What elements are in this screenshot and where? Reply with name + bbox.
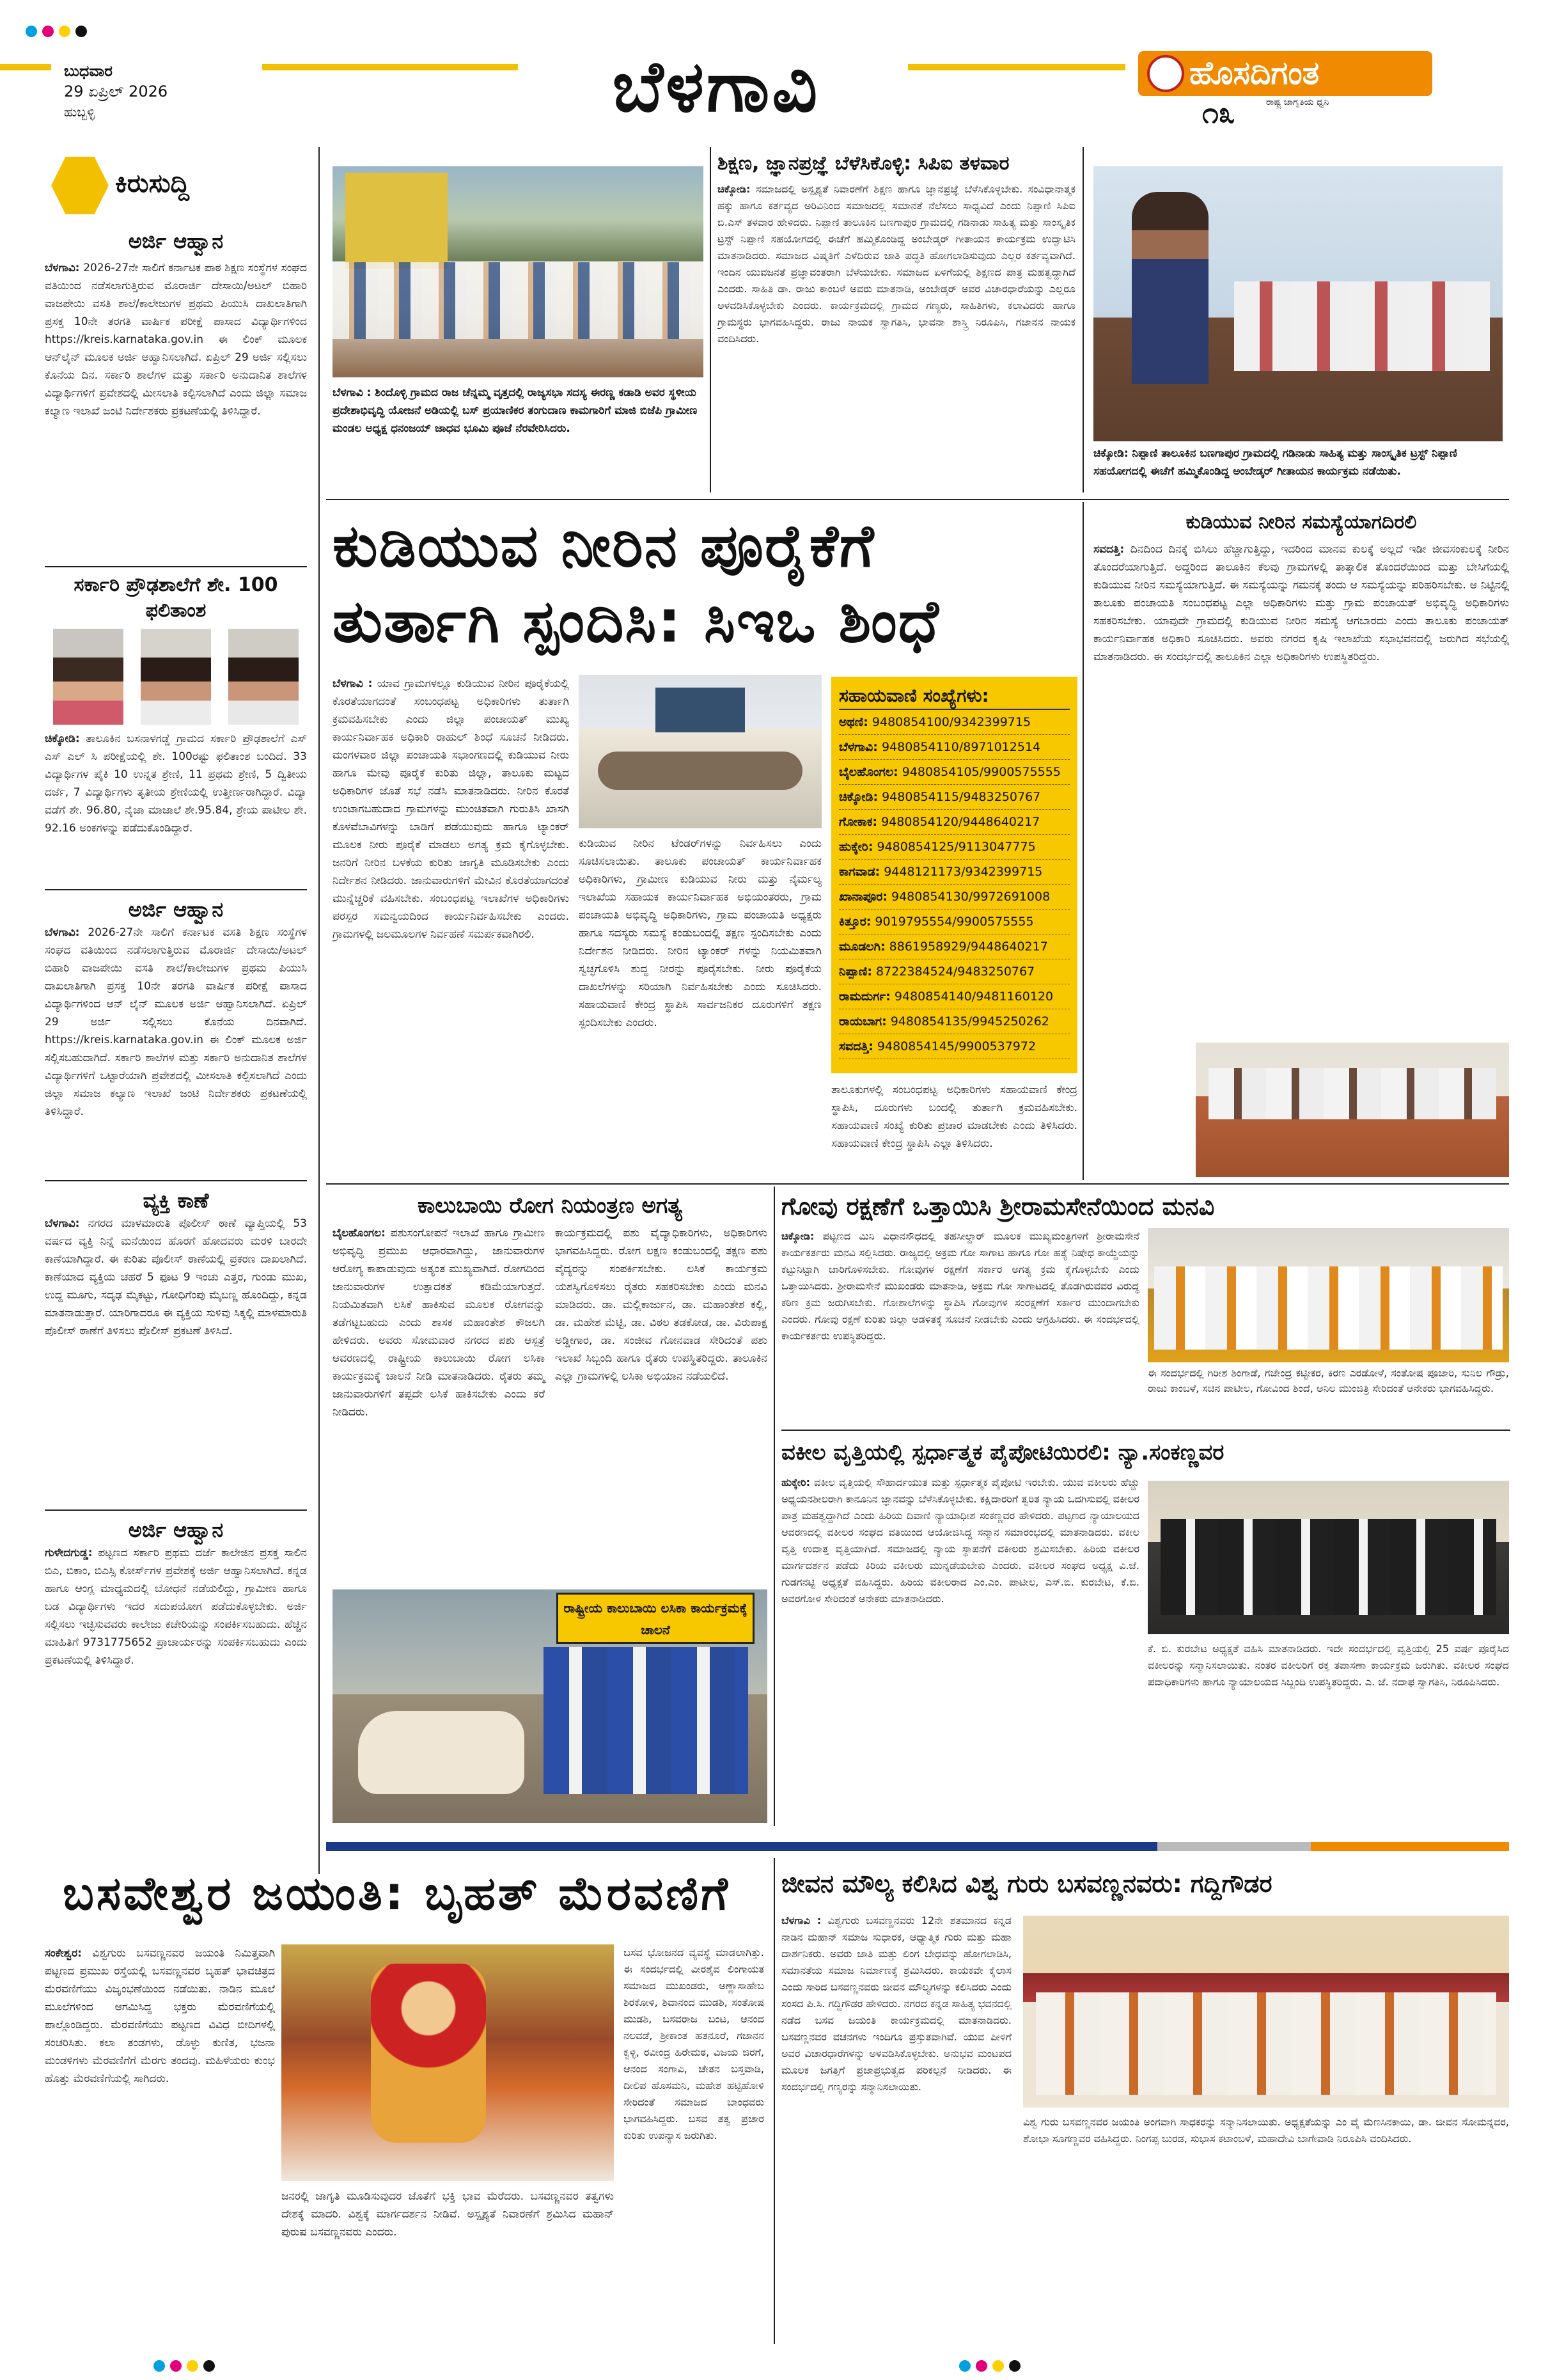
lawyers-group [1161, 1519, 1496, 1615]
band-gray [1157, 1842, 1311, 1851]
helpline-row [839, 959, 1070, 984]
brief-title: ಅರ್ಜಿ ಆಹ್ವಾನ [128, 229, 224, 253]
speaker [1132, 192, 1209, 384]
registration-mark [992, 2360, 1004, 2372]
helpline-number: 9480854130/9972691008 [891, 890, 1051, 904]
brand-circle-icon [1147, 55, 1184, 92]
story-body: ವಿಶ್ವಗುರು ಬಸವಣ್ಣನವರು 12ನೇ ಶತಮಾನದ ಕನ್ನಡ ನಾಡಿನ ಮಹಾನ್ ಸಮಾಜ ಸುಧಾರಕ, ಆಧ್ಯಾತ್ಮಿಕ ಗುರು ಮತ್ತು ಮಹಾ ದಾರ್ಶನಿಕರು. ಅವರು ಜಾತಿ ಮತ್ತು ಲಿಂಗ ಬೇಧವನ್ನು ಹೋಗಲಾಡಿಸಿ, ಸಮಾನತೆಯ ಸಮಾಜ ನಿರ್ಮಾಣಕ್ಕೆ ಶ್ರಮಿಸಿದರು. ಕಾಯಕವೇ ಕೈಲಾಸ ಎಂದು ಸಾರಿದ ಬಸವಣ್ಣನವರು ಜೀವನ ಮೌಲ್ಯಗಳನ್ನು ಕಲಿಸಿದರು ಎಂದು ಸಂಸದ ಪಿ.ಸಿ. ಗದ್ದಿಗೌಡರ ಹೇಳಿದರು. ನಗರದ ಕನ್ನಡ ಸಾಹಿತ್ಯ ಭವನದಲ್ಲಿ ನಡೆದ ಬಸವ ಜಯಂತಿ ಕಾರ್ಯಕ್ರಮದಲ್ಲಿ ಮಾತನಾಡಿದರು. ಬಸವಣ್ಣನವರ ವಚನಗಳು ಇಂದಿಗೂ ಪ್ರಸ್ತುತವಾಗಿವೆ. ಯುವ ಪೀಳಿಗೆ ಅವರ ವಿಚಾರಧಾರೆಗಳನ್ನು ಅಳವಡಿಸಿಕೊಳ್ಳಬೇಕು. ಅನುಭವ ಮಂಟಪದ ಮೂಲಕ ಜಗತ್ತಿಗೆ ಪ್ರಜಾಪ್ರಭುತ್ವದ ಪರಿಕಲ್ಪನೆ ನೀಡಿದರು. ಈ ಸಂದರ್ಭದಲ್ಲಿ ಗಣ್ಯರನ್ನು ಸನ್ಮಾನಿಸಲಾಯಿತು. [781, 1914, 1012, 2093]
dateline: ಬೆಳಗಾವಿ: [45, 1217, 80, 1230]
brief-arji-3 [45, 1516, 307, 1848]
main-story-col-2 [579, 835, 822, 1174]
vaccination-banner [556, 1593, 755, 1644]
helpline-row [839, 1034, 1070, 1059]
building [345, 173, 448, 269]
photo-caption: ಕೆ. ಬಿ. ಕುರಬೇಟ ಅಧ್ಯಕ್ಷತೆ ವಹಿಸಿ ಮಾತನಾಡಿದರು. ಇದೇ ಸಂದರ್ಭದಲ್ಲಿ ವೃತ್ತಿಯಲ್ಲಿ 25 ವರ್ಷ ಪೂರೈಸಿದ ವಕೀಲರನ್ನು ಸನ್ಮಾನಿಸಲಾಯಿತು. ನಂತರ ವಕೀಲರಿಗೆ ರಕ್ತ ತಪಾಸಣಾ ಕಾರ್ಯಕ್ರಮ ಜರುಗಿತು. ವಕೀಲರ ಸಂಘದ ಪದಾಧಿಕಾರಿಗಳು ಹಾಗೂ ನ್ಯಾಯಾಲಯದ ಸಿಬ್ಬಂದಿ ಉಪಸ್ಥಿತರಿದ್ದರು. ಎ. ಜೆ. ನದಾಫ ಸ್ವಾಗತಿಸಿ, ನಿರೂಪಿಸಿದರು. [1148, 1643, 1509, 1688]
caption-lawyers [1148, 1641, 1509, 1823]
guests-row [1234, 281, 1490, 371]
helpline-row [839, 735, 1070, 760]
photo-basava-jayanti [1023, 1916, 1509, 2108]
caption-geetayana [1093, 445, 1503, 496]
brief-title: ವ್ಯಕ್ತಿ ಕಾಣೆ [143, 1188, 209, 1213]
header-yellow-bar-mid [262, 64, 518, 70]
workers [544, 1647, 748, 1794]
dateline: ಚಿಕ್ಕೋಡಿ: [45, 732, 80, 745]
registration-mark [203, 2360, 215, 2372]
photo-caption: ಚಿಕ್ಕೋಡಿ: ನಿಪ್ಪಾಣಿ ತಾಲೂಕಿನ ಬಣಗಾಪುರ ಗ್ರಾಮದಲ್ಲಿ ಗಡಿನಾಡು ಸಾಹಿತ್ಯ ಮತ್ತು ಸಾಂಸ್ಕೃತಿಕ ಟ್ರಸ್ಟ್ ನಿಪ್ಪಾಣಿ ಸಹಯೋಗದಲ್ಲಿ ಈಚೆಗೆ ಹಮ್ಮಿಕೊಂಡಿದ್ದ ಅಂಬೇಡ್ಕರ್ ಗೀತಾಯನ ಕಾರ್ಯಕ್ರಮ ನಡೆಯಿತು. [1093, 447, 1457, 478]
story-body: ಕುಡಿಯುವ ನೀರಿನ ಟೆಂಡರ್‌ಗಳನ್ನು ನಿರ್ವಹಿಸಲು ಎಂದು ಸೂಚಿಸಲಾಯಿತು. ತಾಲೂಕು ಪಂಚಾಯತ್ ಕಾರ್ಯನಿರ್ವಾಹಕ ಅಧಿಕಾರಿಗಳು, ಗ್ರಾಮೀಣ ಕುಡಿಯುವ ನೀರು ಮತ್ತು ನೈರ್ಮಲ್ಯ ಇಲಾಖೆಯ ಸಹಾಯಕ ಕಾರ್ಯನಿರ್ವಾಹಕ ಅಭಿಯಂತರರು, ಗ್ರಾಮ ಪಂಚಾಯತಿ ಅಭಿವೃದ್ಧಿ ಅಧಿಕಾರಿಗಳು, ಗ್ರಾಮ ಪಂಚಾಯತಿ ಅಧ್ಯಕ್ಷರು ಹಾಗೂ ಸದಸ್ಯರು ಸಮಸ್ಯೆ ಕಂಡುಬಂದಲ್ಲಿ ತಕ್ಷಣ ಸ್ಪಂದಿಸಬೇಕು ಎಂದು ನಿರ್ದೇಶನ ನೀಡಿದರು. ನೀರಿನ ಟ್ಯಾಂಕರ್ ಗಳನ್ನು ನಿಯಮಿತವಾಗಿ ಸ್ವಚ್ಛಗೊಳಿಸಿ ಶುದ್ಧ ನೀರನ್ನು ಪೂರೈಸಬೇಕು. ನೀರು ಪೂರೈಕೆಯ ದಾಖಲೆಗಳನ್ನು ಸರಿಯಾಗಿ ನಿರ್ವಹಿಸಬೇಕು ಎಂದು ಸೂಚಿಸಿದರು. ಸಹಾಯವಾಣಿ ಕೇಂದ್ರ ಸ್ಥಾಪಿಸಿ ಸಾರ್ವಜನಿಕರ ದೂರುಗಳಿಗೆ ತಕ್ಷಣ ಸ್ಪಂದಿಸಬೇಕು ಎಂದರು. [579, 837, 822, 1029]
helpline-place: ಕಿತ್ತೂರ: [839, 915, 872, 929]
helpline-row [839, 910, 1070, 934]
divider [45, 1509, 307, 1511]
group [1154, 1266, 1503, 1350]
kirusuddi-label: ಕಿರುಸುದ್ದಿ [115, 169, 190, 198]
story-body: ಪಶುಸಂಗೋಪನೆ ಇಲಾಖೆ ಹಾಗೂ ಗ್ರಾಮೀಣ ಅಭಿವೃದ್ಧಿ ಪ್ರಮುಖ ಆಧಾರವಾಗಿದ್ದು, ಜಾನುವಾರುಗಳ ಆರೋಗ್ಯ ಕಾಪಾಡುವುದು ಅತ್ಯಂತ ಮುಖ್ಯವಾಗಿದೆ. ರೋಗದಿಂದ ಜಾನುವಾರುಗಳ ಉತ್ಪಾದಕತೆ ಕಡಿಮೆಯಾಗುತ್ತದೆ. ನಿಯಮಿತವಾಗಿ ಲಸಿಕೆ ಹಾಕಿಸುವ ಮೂಲಕ ರೋಗವನ್ನು ತಡೆಗಟ್ಟಬಹುದು ಎಂದು ಶಾಸಕ ಮಹಾಂತೇಶ ಕೌಜಲಗಿ ಹೇಳಿದರು. ಅವರು ಸೋಮವಾರ ನಗರದ ಪಶು ಆಸ್ಪತ್ರೆ ಆವರಣದಲ್ಲಿ ರಾಷ್ಟ್ರೀಯ ಕಾಲುಬಾಯಿ ರೋಗ ಲಸಿಕಾ ಕಾರ್ಯಕ್ರಮಕ್ಕೆ ಚಾಲನೆ ನೀಡಿ ಮಾತನಾಡಿದರು. ರೈತರು ತಮ್ಮ ಜಾನುವಾರುಗಳಿಗೆ ತಪ್ಪದೇ ಲಸಿಕೆ ಹಾಕಿಸಬೇಕು ಎಂದು ಕರೆ ನೀಡಿದರು. [332, 1227, 545, 1419]
headline-line-1: ಕುಡಿಯುವ ನೀರಿನ ಪೂರೈಕೆಗೆ [332, 512, 875, 580]
registration-mark [1009, 2360, 1021, 2372]
brief-title: ಸರ್ಕಾರಿ ಪ್ರೌಢಶಾಲೆಗೆ ಶೇ. 100 ಫಲಿತಾಂಶ [74, 574, 278, 622]
header-yellow-bar-right [908, 64, 1125, 70]
dateline: ಚಿಕ್ಕೋಡಿ: [717, 183, 751, 195]
dateline: ಚಿಕ್ಕೋಡಿ: [781, 1230, 815, 1242]
column-rule [1083, 147, 1084, 493]
story-vakila-body [781, 1474, 1139, 1823]
story-body: ತಾಲೂಕುಗಳಲ್ಲಿ ಸಂಬಂಧಪಟ್ಟ ಅಧಿಕಾರಿಗಳು ಸಹಾಯವಾಣಿ ಕೇಂದ್ರ ಸ್ಥಾಪಿಸಿ, ದೂರುಗಳು ಬಂದಲ್ಲಿ ತುರ್ತಾಗಿ ಕ್ರಮವಹಿಸಬೇಕು. ಸಹಾಯವಾಣಿ ಸಂಖ್ಯೆ ಕುರಿತು ಪ್ರಚಾರ ಮಾಡಬೇಕು ಎಂದು ತಿಳಿಸಿದರು. ಸಹಾಯವಾಣಿ ಕೇಂದ್ರ ಸ್ಥಾಪಿಸಿ ಎಲ್ಲಾ ತಿಳಿಸಿದರು. [831, 1084, 1077, 1150]
dateline: ಬೆಳಗಾವಿ: [45, 262, 80, 274]
divider [781, 1430, 1510, 1431]
student-photo [53, 629, 123, 725]
headline-line-2: ತುರ್ತಾಗಿ ಸ್ಪಂದಿಸಿ: ಸಿಇಒ ಶಿಂಧೆ [332, 587, 940, 656]
helpline-number: 8861958929/9448640217 [889, 940, 1048, 954]
dateline: ಸವದತ್ತಿ: [1093, 543, 1125, 556]
helpline-place: ಚಿಕ್ಕೋಡಿ: [839, 790, 879, 804]
screen [655, 688, 745, 732]
brief-missing [45, 1186, 307, 1506]
story-headline: ಗೋವು ರಕ್ಷಣೆಗೆ ಒತ್ತಾಯಿಸಿ ಶ್ರೀರಾಮಸೇನೆಯಿಂದ ಮನವಿ [781, 1192, 1215, 1220]
helpline-row [839, 760, 1070, 785]
helpline-place: ಅಥಣಿ: [839, 715, 868, 729]
helpline-number: 9480854125/9113047775 [877, 840, 1036, 854]
section-band [326, 1842, 1509, 1851]
header-day: ಬುಧವಾರ [64, 62, 113, 80]
brief-body: 2026-27ನೇ ಸಾಲಿಗೆ ಕರ್ನಾಟಕ ಪಾಠ ಶಿಕ್ಷಣ ಸಂಸ್ಥೆಗಳ ಸಂಘದ ವತಿಯಿಂದ ನಡೆಸಲಾಗುತ್ತಿರುವ ಮೊರಾರ್ಜಿ ದೇಸಾಯಿ/ಅಟಲ್ ಬಿಹಾರಿ ವಾಜಪೇಯಿ ವಸತಿ ಶಾಲೆ/ಕಾಲೇಜುಗಳ ಪ್ರಥಮ ಪಿಯುಸಿ ದಾಖಲಾತಿಗಾಗಿ ಪ್ರಸಕ್ತ 10ನೇ ತರಗತಿ ವಾರ್ಷಿಕ ಪರೀಕ್ಷೆ ಪಾಸಾದ ವಿದ್ಯಾರ್ಥಿಗಳಿಂದ https://kreis.karnataka.gov.in ಈ ಲಿಂಕ್ ಮೂಲಕ ಆನ್‌ಲೈನ್ ಮೂಲಕ ಅರ್ಜಿ ಆಹ್ವಾನಿಸಲಾಗಿದೆ. ಏಪ್ರಿಲ್ 29 ಅರ್ಜಿ ಸಲ್ಲಿಸಲು ಕೊನೆಯ ದಿನ. ಸರ್ಕಾರಿ ಶಾಲೆಗಳ ಮತ್ತು ಸರ್ಕಾರಿ ಅನುದಾನಿತ ಶಾಲೆಗಳ ವಿದ್ಯಾರ್ಥಿಗಳಿಗೆ ಪ್ರವೇಶದಲ್ಲಿ ಮೀಸಲಾತಿ ಕಲ್ಪಿಸಲಾಗಿದೆ ಎಂದು ಜಿಲ್ಲಾ ಸಮಾಜ ಕಲ್ಯಾಣ ಇಲಾಖೆ ಜಂಟಿ ನಿರ್ದೇಶಕರು ಪ್ರಕಟಣೆಯಲ್ಲಿ ತಿಳಿಸಿದ್ದಾರೆ. [45, 262, 307, 418]
registration-mark [959, 2360, 971, 2372]
helpline-number: 9480854105/9900575555 [902, 765, 1061, 779]
dateline: ಗುಳೇದಗುಡ್ಡ: [45, 1547, 93, 1559]
column-rule [1083, 502, 1084, 1180]
helpline-number: 9480854135/9945250262 [890, 1014, 1049, 1028]
column-rule [774, 1186, 775, 1826]
photo-geetayana [1093, 166, 1503, 441]
dateline: ಬೆಳಗಾವಿ : [781, 1914, 822, 1927]
header-yellow-bar-left [0, 64, 51, 70]
helpline-row [839, 934, 1070, 959]
story-govu-body [781, 1228, 1139, 1426]
dateline: ಬೈಲಹೊಂಗಲ: [332, 1227, 386, 1240]
column-rule [318, 147, 320, 1874]
helpline-number: 9480854115/9483250767 [882, 790, 1041, 804]
story-body: ದಿನದಿಂದ ದಿನಕ್ಕೆ ಬಿಸಿಲು ಹೆಚ್ಚಾಗುತ್ತಿದ್ದು, ಇದರಿಂದ ಮಾನವ ಕುಲಕ್ಕೆ ಅಲ್ಲದೆ ಇಡೀ ಜೀವಸಂಕುಲಕ್ಕೆ ನೀರಿನ ತೊಂದರೆಯಾಗುತ್ತಿದೆ. ಅದ್ದರಿಂದ ತಾಲೂಕಿನ ಕೆಲವು ಗ್ರಾಮಗಳಲ್ಲಿ ತಾತ್ಕಾಲಿಕ ತೊಂದರೆಯಿಂದ ಮತ್ತು ಬೇಸಿಗೆಯಲ್ಲಿ ಕುಡಿಯುವ ನೀರಿನ ಸಮಸ್ಯೆಯಾಗುತ್ತಿದೆ. ಈ ಸಮಸ್ಯೆಯನ್ನು ಗಮನಕ್ಕೆ ತಂದು ಆ ಸಮಸ್ಯೆಯನ್ನು ಪರಿಹರಿಸಬೇಕು. ಆ ನಿಟ್ಟಿನಲ್ಲಿ ತಾಲೂಕು ಪಂಚಾಯತಿ ಸಂಬಂಧಪಟ್ಟ ಎಲ್ಲಾ ಅಧಿಕಾರಿಗಳು ಮತ್ತು ಗ್ರಾಮ ಪಂಚಾಯತ್ ಅಭಿವೃದ್ಧಿ ಅಧಿಕಾರಿಗಳು ಸಹಕರಿಸಬೇಕು. ಯಾವುದೇ ಗ್ರಾಮದಲ್ಲಿ ಕುಡಿಯುವ ನೀರಿನ ಸಮಸ್ಯೆ ಆಗಬಾರದು ಎಂದು ತಾಲೂಕು ಪಂಚಾಯತ್ ಕಾರ್ಯನಿರ್ವಾಹಕ ಅಧಿಕಾರಿ ಸೂಚಿಸಿದರು. ಅವರು ನಗರದ ಕೃಷಿ ಇಲಾಖೆಯ ಸಭಾಭವನದಲ್ಲಿ ಜರುಗಿದ ಸಭೆಯಲ್ಲಿ ಮಾತನಾಡಿದರು. ಈ ಸಂದರ್ಭದಲ್ಲಿ ತಾಲೂಕಿನ ಎಲ್ಲಾ ಅಧಿಕಾರಿಗಳು ಉಪಸ್ಥಿತರಿದ್ದರು. [1093, 543, 1509, 663]
story-headline: ವಕೀಲ ವೃತ್ತಿಯಲ್ಲಿ ಸ್ಪರ್ಧಾತ್ಮಕ ಪೈಪೋಟಿಯಿರಲಿ: ನ್ಯಾ.ಸಂಕಣ್ಣವರ [781, 1440, 1224, 1465]
dateline: ಹುಕ್ಕೇರಿ: [781, 1476, 810, 1488]
helpline-list [839, 710, 1070, 1059]
student-photo [141, 629, 211, 725]
divider [45, 889, 307, 890]
helpline-number: 9480854140/9481160120 [894, 989, 1054, 1004]
brand-name: ಹೊಸದಿಗಂತ [1189, 54, 1320, 91]
brief-result [45, 572, 307, 883]
honorees [1036, 1992, 1496, 2095]
story-shikshana [717, 150, 1076, 496]
helpline-place: ರಾಯಬಾಗ: [839, 1014, 887, 1028]
divider [45, 566, 307, 567]
helpline-row [839, 1009, 1070, 1034]
photo-basava-procession [281, 1944, 614, 2181]
meeting-table [598, 752, 802, 790]
helpline-number: 9448121173/9342399715 [884, 865, 1043, 879]
photo-bhoomi-pooja [332, 166, 703, 377]
helpline-number: 8722384524/9483250767 [876, 965, 1035, 979]
story-headline: ಶಿಕ್ಷಣ, ಜ್ಞಾನಪ್ರಜ್ಞೆ ಬೆಳೆಸಿಕೊಳ್ಳಿ: ಸಿಪಿಐ ತಳವಾರ [717, 152, 1010, 175]
header-date: 29 ಏಪ್ರಿಲ್ 2026 [64, 83, 168, 100]
photo-caption: ಈ ಸಂದರ್ಭದಲ್ಲಿ ಗಿರೀಶ ಶಿಂಗಾಡೆ, ಗಜೇಂದ್ರ ಕಟ್ಟೀಕರ, ಕಿರಣ ಎರಡೋಳೆ, ಸಂತೋಷ ಪೂಜಾರಿ, ಸುನಿಲ ಗೌಡ್ರು, ರಾಜು ಕಾಂಬಳೆ, ಸಚಿನ ಪಾಟೀಲ, ಗೋವಿಂದ ಶಿಂದೆ, ಅನಿಲ ಮುಂಜಿತ್ರಿ ಸೇರಿದಂತೆ ಅನೇಕರು ಭಾಗವಹಿಸಿದ್ದರು. [1148, 1367, 1509, 1394]
kirusuddi-logo [45, 150, 301, 221]
story-jeevana-headline [781, 1864, 1510, 1909]
helpline-row [839, 810, 1070, 835]
band-blue [326, 1842, 1157, 1851]
helpline-title: ಸಹಾಯವಾಣಿ ಸಂಖ್ಯೆಗಳು: [839, 683, 1070, 710]
helpline-number: 9019795554/9900575555 [875, 915, 1034, 929]
helpline-row [839, 984, 1070, 1009]
helpline-number: 9480854120/9448640217 [881, 815, 1040, 829]
helpline-place: ಸವದತ್ತಿ: [839, 1039, 873, 1053]
story-headline: ಜೀವನ ಮೌಲ್ಯ ಕಲಿಸಿದ ವಿಶ್ವ ಗುರು ಬಸವಣ್ಣನವರು: ಗದ್ದಿಗೌಡರ [781, 1870, 1272, 1898]
main-story-col-3 [831, 1081, 1077, 1174]
photo-meeting [579, 675, 822, 828]
story-body: ಸಮಾಜದಲ್ಲಿ ಅಸ್ಪೃಶ್ಯತೆ ನಿವಾರಣೆಗೆ ಶಿಕ್ಷಣ ಹಾಗೂ ಜ್ಞಾನಪ್ರಜ್ಞೆ ಬೆಳೆಸಿಕೊಳ್ಳಬೇಕು. ಸಂವಿಧಾನಾತ್ಮಕ ಹಕ್ಕು ಹಾಗೂ ಕರ್ತವ್ಯದ ಅರಿವಿನಿಂದ ಸಮಾಜದಲ್ಲಿ ಸಮಾನತೆ ನೆಲೆಸಲು ಸಾಧ್ಯವಿದೆ ಎಂದು ನಿಪ್ಪಾಣಿ ಸಿಪಿಐ ಬಿ.ಎಸ್ ತಳವಾರ ಹೇಳಿದರು. ನಿಪ್ಪಾಣಿ ತಾಲೂಕಿನ ಬಣಗಾಪುರ ಗ್ರಾಮದಲ್ಲಿ ಗಡಿನಾಡು ಸಾಹಿತ್ಯ ಮತ್ತು ಸಾಂಸ್ಕೃತಿಕ ಟ್ರಸ್ಟ್ ನಿಪ್ಪಾಣಿ ಸಹಯೋಗದಲ್ಲಿ ಈಚೆಗೆ ಹಮ್ಮಿಕೊಂಡಿದ್ದ ಅಂಬೇಡ್ಕರ್ ಗೀತಾಯನ ಕಾರ್ಯಕ್ರಮ ಉದ್ಘಾಟಿಸಿ ಮಾತನಾಡಿದರು. ಸಮಾಜದ ವಿಷ್ಮತಿಗೆ ಎಳೆದಿರುವ ಜಾತಿ ಪದ್ಧತಿ ಹೋಗಲಾಡಿಸುವುದು ಎಲ್ಲರ ಕರ್ತವ್ಯವಾಗಿದೆ. ಇಂದಿನ ಯುವಜನತೆ ಪ್ರಜ್ಞಾವಂತರಾಗಿ ಬೆಳೆಯಬೇಕು. ಸಮಾಜದ ಏಳಿಗೆಯಲ್ಲಿ ಶಿಕ್ಷಣದ ಪಾತ್ರ ಮಹತ್ವದ್ದಾಗಿದೆ ಎಂದರು. ಸಾಹಿತಿ ಡಾ. ರಾಜು ಕಾಂಬಳೆ ಅವರು ಮಾತನಾಡಿ, ಅಂಬೇಡ್ಕರ್ ಅವರ ವಿಚಾರಧಾರೆಯನ್ನು ಎಲ್ಲರೂ ಅಳವಡಿಸಿಕೊಳ್ಳಬೇಕು ಎಂದರು. ಕಾರ್ಯಕ್ರಮದಲ್ಲಿ ಗ್ರಾಮದ ಗಣ್ಯರು, ಸಾಹಿತಿಗಳು, ಕಲಾವಿದರು ಹಾಗೂ ಗ್ರಾಮಸ್ಥರು ಭಾಗವಹಿಸಿದ್ದರು. ರಾಜು ನಾಯಕ ಸ್ವಾಗತಿಸಿ, ಭಾವನಾ ಶಾಸ್ತ್ರಿ ನಿರೂಪಿಸಿ, ಗಜಾನನ ನಾಯಕ ವಂದಿಸಿದರು. [717, 183, 1076, 345]
helpline-place: ಬೆಳಗಾವಿ: [839, 740, 878, 754]
photo-caption: ವಿಶ್ವ ಗುರು ಬಸವಣ್ಣನವರ ಜಯಂತಿ ಅಂಗವಾಗಿ ಸಾಧಕರನ್ನು ಸನ್ಮಾನಿಸಲಾಯಿತು. ಅಧ್ಯಕ್ಷತೆಯನ್ನು ಎಂ ವೈ ಮೆಣಸಿನಕಾಯಿ, ಡಾ. ಜೀವನ ಸೋಮನ್ನವರ, ಶೋಭಾ ಸೂಗಣ್ಣವರ ವಹಿಸಿದ್ದರು. ನಿಂಗಪ್ಪ ಬುರಡ, ಸುಭಾಸ ಕಟಾಂಬಳೆ, ಮಹಾದೇವಿ ಬಾಗೇವಾಡಿ ನಿರೂಪಿಸಿ ವಂದಿಸಿದರು. [1023, 2116, 1509, 2145]
officials [1209, 1068, 1496, 1119]
story-body: ಪಟ್ಟಣದ ಮಿನಿ ವಿಧಾನಸೌಧದಲ್ಲಿ ತಹಸೀಲ್ದಾರ್ ಮೂಲಕ ಮುಖ್ಯಮಂತ್ರಿಗಳಿಗೆ ಶ್ರೀರಾಮಸೇನೆ ಕಾರ್ಯಕರ್ತರು ಮನವಿ ಸಲ್ಲಿಸಿದರು. ರಾಜ್ಯದಲ್ಲಿ ಅಕ್ರಮ ಗೋ ಸಾಗಾಟ ಹಾಗೂ ಗೋ ಹತ್ಯೆ ನಿಷೇಧ ಕಾಯ್ದೆಯನ್ನು ಕಟ್ಟುನಿಟ್ಟಾಗಿ ಜಾರಿಗೊಳಿಸಬೇಕು. ಗೋವುಗಳ ರಕ್ಷಣೆಗೆ ಸರ್ಕಾರ ಅಗತ್ಯ ಕ್ರಮ ಕೈಗೊಳ್ಳಬೇಕು ಎಂದು ಒತ್ತಾಯಿಸಿದರು. ಶ್ರೀರಾಮಸೇನೆ ಮುಖಂಡರು ಮಾತನಾಡಿ, ಅಕ್ರಮ ಗೋ ಸಾಗಾಟದಲ್ಲಿ ತೊಡಗಿರುವವರ ವಿರುದ್ಧ ಕಠಿಣ ಕ್ರಮ ಜರುಗಿಸಬೇಕು. ಗೋಶಾಲೆಗಳನ್ನು ಸ್ಥಾಪಿಸಿ ಗೋವುಗಳ ಸಂರಕ್ಷಣೆಗೆ ಸರ್ಕಾರ ಮುಂದಾಗಬೇಕು ಎಂದರು. ಗೋವು ರಕ್ಷಣೆ ಕುರಿತು ಜಿಲ್ಲಾ ಆಡಳಿತಕ್ಕೆ ಸೂಚನೆ ನೀಡಬೇಕು ಎಂದು ಆಗ್ರಹಿಸಿದರು. ಈ ಸಂದರ್ಭದಲ್ಲಿ ಕಾರ್ಯಕರ್ತರು ಉಪಸ್ಥಿತರಿದ್ದರು. [781, 1230, 1139, 1342]
story-body: ಬಸವ ಭೋಜನದ ವ್ಯವಸ್ಥೆ ಮಾಡಲಾಗಿತ್ತು. ಈ ಸಂದರ್ಭದಲ್ಲಿ ವೀರಶೈವ ಲಿಂಗಾಯತ ಸಮಾಜದ ಮುಖಂಡರು, ಅಣ್ಣಾಸಾಹೇಬ ಶಿರಕೋಳಿ, ಶಿವಾನಂದ ಮುಡಶಿ, ಸಂತೋಷ ಮುಡಶಿ, ಬಸವರಾಜ ಬಂಟ, ಆನಂದ ನಲವಡೆ, ಶ್ರೀಕಾಂತ ಹತನೂರೆ, ಗಜಾನನ ಕ್ವಳ್ಳಿ, ರವೀಂದ್ರ ಹಿರೇಮಠ, ವಿಜಯ ಜಿರಗೆ, ಆನಂದ ಸಂಗಾವಿ, ಚೇತನ ಬಸ್ತವಾಡಿ, ದೀಲಿಪ ಹೊಸಮನಿ, ಮಹೇಶ ಹಟ್ಟಿಹೋಳಿ ಸೇರಿದಂತೆ ಸಮಾಜದ ಬಾಂಧವರು ಭಾಗವಹಿಸಿದ್ದರು. ಬಸವ ತತ್ವ ಪ್ರಚಾರ ಕುರಿತು ಉಪನ್ಯಾಸ ಜರುಗಿತು. [623, 1946, 764, 2141]
photo-lawyers [1148, 1481, 1509, 1634]
story-body: ವಕೀಲ ವೃತ್ತಿಯಲ್ಲಿ ಸೌಹಾರ್ದಯುತ ಮತ್ತು ಸ್ಪರ್ಧಾತ್ಮಕ ಪೈಪೋಟಿ ಇರಬೇಕು. ಯುವ ವಕೀಲರು ಹೆಚ್ಚು ಅಧ್ಯಯನಶೀಲರಾಗಿ ಕಾನೂನಿನ ಜ್ಞಾನವನ್ನು ಬೆಳೆಸಿಕೊಳ್ಳಬೇಕು. ಕಕ್ಷಿದಾರರಿಗೆ ತ್ವರಿತ ನ್ಯಾಯ ಒದಗಿಸುವಲ್ಲಿ ವಕೀಲರ ಪಾತ್ರ ಮಹತ್ವದ್ದಾಗಿದೆ ಎಂದು ಹಿರಿಯ ದಿವಾಣಿ ನ್ಯಾಯಾಧೀಶ ಸಂಕಣ್ಣವರ ಹೇಳಿದರು. ಪಟ್ಟಣದ ನ್ಯಾಯಾಲಯದ ಆವರಣದಲ್ಲಿ ವಕೀಲರ ಸಂಘದ ವತಿಯಿಂದ ಆಯೋಜಿಸಿದ್ದ ಸನ್ಮಾನ ಸಮಾರಂಭದಲ್ಲಿ ಮಾತನಾಡಿದರು. ವಕೀಲ ವೃತ್ತಿ ಉದಾತ್ತ ವೃತ್ತಿಯಾಗಿದೆ. ಸಮಾಜದಲ್ಲಿ ನ್ಯಾಯ ಸ್ಥಾಪನೆಗೆ ವಕೀಲರು ಶ್ರಮಿಸಬೇಕು. ಹಿರಿಯ ವಕೀಲರ ಮಾರ್ಗದರ್ಶನ ಪಡೆದು ಕಿರಿಯ ವಕೀಲರು ಮುನ್ನಡೆಯಬೇಕು ಎಂದರು. ವಕೀಲರ ಸಂಘದ ಅಧ್ಯಕ್ಷ ವಿ.ಜೆ. ಗುಡಗನಟ್ಟಿ ಅಧ್ಯಕ್ಷತೆ ವಹಿಸಿದ್ದರು. ಹಿರಿಯ ವಕೀಲರಾದ ಎಂ.ಎಂ. ಪಾಟೀಲ, ಎಸ್.ಬಿ. ಕುರಬೇಟ, ಕೆ.ಬಿ. ಅವರಗೋಳ ಸೇರಿದಂತೆ ಅನೇಕರು ಮಾತನಾಡಿದರು. [781, 1476, 1139, 1605]
student-photos [45, 629, 307, 725]
statue [371, 1964, 486, 2143]
registration-mark [976, 2360, 987, 2372]
brief-title: ಅರ್ಜಿ ಆಹ್ವಾನ [128, 897, 224, 922]
cow [358, 1711, 524, 1794]
story-vakila [781, 1436, 1510, 1474]
brief-body: ನಗರದ ಮಾಳಮಾರುತಿ ಪೊಲೀಸ್ ಠಾಣೆ ವ್ಯಾಪ್ತಿಯಲ್ಲಿ 53 ವರ್ಷದ ವ್ಯಕ್ತಿ ನಿನ್ನೆ ಮನೆಯಿಂದ ಹೊರಗೆ ಹೋದವರು ಮರಳಿ ಬಾರದೇ ಕಾಣೆಯಾಗಿದ್ದಾರೆ. ಈ ಕುರಿತು ಪೊಲೀಸ್ ಠಾಣೆಯಲ್ಲಿ ಪ್ರಕರಣ ದಾಖಲಾಗಿದೆ. ಕಾಣೆಯಾದ ವ್ಯಕ್ತಿಯ ಚಹರೆ 5 ಫೂಟ 9 ಇಂಚು ಎತ್ತರ, ಗುಂಡು ಮುಖ, ಉದ್ದ ಮೂಗು, ಸದೃಢ ಮೈಕಟ್ಟು, ಗೋಧಿಗೆಂಪು ಮೈಬಣ್ಣ ಹೊಂದಿದ್ದು, ಕನ್ನಡ ಮಾತನಾಡುತ್ತಾರೆ. ಯಾರಿಗಾದರೂ ಈ ವ್ಯಕ್ತಿಯ ಸುಳಿವು ಸಿಕ್ಕಲ್ಲಿ ಮಾಳಮಾರುತಿ ಪೊಲೀಸ್ ಠಾಣೆಗೆ ತಿಳಿಸಲು ಪೊಲೀಸ್ ಪ್ರಕಟಣೆ ತಿಳಿಸಿದೆ. [45, 1217, 307, 1337]
registration-mark [170, 2360, 182, 2372]
story-headline: ಕುಡಿಯುವ ನೀರಿನ ಸಮಸ್ಯೆಯಾಗದಿರಲಿ [1185, 511, 1417, 533]
registration-mark [59, 26, 70, 37]
main-headline [332, 508, 1081, 668]
helpline-place: ಕಾಗವಾಡ: [839, 865, 880, 879]
helpline-row [839, 710, 1070, 735]
helpline-place: ಹುಕ್ಕೇರಿ: [839, 840, 873, 854]
photo-sriramasene [1148, 1228, 1509, 1362]
helpline-row [839, 885, 1070, 910]
dateline: ಬೆಳಗಾವಿ : [332, 677, 373, 690]
helpline-row [839, 835, 1070, 860]
photo-caption: ಬೆಳಗಾವಿ : ಶಿಂದೊಳ್ಳಿ ಗ್ರಾಮದ ರಾಜ ಚೆನ್ನಮ್ಮ ವೃತ್ತದಲ್ಲಿ ರಾಜ್ಯಸಭಾ ಸದಸ್ಯ ಈರಣ್ಣ ಕಡಾಡಿ ಅವರ ಸ್ಥಳೀಯ ಪ್ರದೇಶಾಭಿವೃದ್ಧಿ ಯೋಜನೆ ಅಡಿಯಲ್ಲಿ ಬಸ್ ಪ್ರಯಾಣಿಕರ ತಂಗುದಾಣ ಕಾಮಗಾರಿಗೆ ಮಾಜಿ ಬಿಜೆಪಿ ಗ್ರಾಮೀಣ ಮಂಡಲ ಅಧ್ಯಕ್ಷ ಧನಂಜಯ್ ಜಾಧವ ಭೂಮಿ ಪೂಜೆ ನೆರವೇರಿಸಿದರು. [332, 386, 698, 435]
brand-tagline: ರಾಷ್ಟ್ರ ಜಾಗೃತಿಯ ಧ್ವನಿ [1266, 97, 1329, 107]
caption-bhoomi-pooja [332, 384, 703, 493]
helpline-number: 9480854110/8971012514 [881, 740, 1041, 754]
section-title: ಬೆಳಗಾವಿ [612, 45, 820, 127]
registration-mark [187, 2360, 198, 2372]
registration-mark [153, 2360, 165, 2372]
caption-basava-jayanti [1023, 2114, 1509, 2341]
helpline-number: 9480854100/9342399715 [872, 715, 1031, 729]
helpline-place: ಖಾನಾಪೂರ: [839, 890, 888, 904]
registration-mark [26, 26, 37, 37]
helpline-box [831, 677, 1077, 1073]
story-headline: ಕಾಲುಬಾಯಿ ರೋಗ ನಿಯಂತ್ರಣ ಅಗತ್ಯ [417, 1193, 683, 1218]
helpline-place: ನಿಪ್ಪಾಣಿ: [839, 965, 872, 979]
hand-icon [51, 157, 109, 214]
caption-basava [281, 2187, 614, 2341]
header-date-block [64, 61, 256, 131]
crowd [332, 262, 703, 339]
helpline-place: ರಾಮದುರ್ಗ: [839, 989, 891, 1004]
story-headline: ಬಸವೇಶ್ವರ ಜಯಂತಿ: ಬೃಹತ್ ಮೆರವಣಿಗೆ [63, 1866, 730, 1920]
brief-arji-2 [45, 895, 307, 1177]
brief-body: ಪಟ್ಟಣದ ಸರ್ಕಾರಿ ಪ್ರಥಮ ದರ್ಜೆ ಕಾಲೇಜಿನ ಪ್ರಸಕ್ತ ಸಾಲಿನ ಬಿಎ, ಬಿಕಾಂ, ಬಿಎಸ್ಸಿ ಕೋರ್ಸ್‌ಗಳ ಪ್ರವೇಶಕ್ಕೆ ಅರ್ಜಿ ಆಹ್ವಾನಿಸಲಾಗಿದೆ. ಕನ್ನಡ ಹಾಗೂ ಆಂಗ್ಲ ಮಾಧ್ಯಮದಲ್ಲಿ ಬೋಧನೆ ನಡೆಯಲಿದ್ದು, ಗ್ರಾಮೀಣ ಹಾಗೂ ಬಡ ವಿದ್ಯಾರ್ಥಿಗಳು ಇದರ ಸದುಪಯೋಗ ಪಡೆದುಕೊಳ್ಳಬೇಕು. ಅರ್ಜಿ ಸಲ್ಲಿಸಲು ಇಚ್ಛಿಸುವವರು ಕಾಲೇಜು ಕಚೇರಿಯನ್ನು ಸಂಪರ್ಕಿಸಬಹುದು. ಹೆಚ್ಚಿನ ಮಾಹಿತಿಗೆ 9731775652 ಪ್ರಾಚಾರ್ಯರನ್ನು ಸಂಪರ್ಕಿಸಬಹುದು ಎಂದು ಪ್ರಕಟಣೆಯಲ್ಲಿ ತಿಳಿಸಿದ್ದಾರೆ. [45, 1547, 307, 1667]
divider [45, 1180, 307, 1181]
registration-mark [75, 26, 87, 37]
band-orange [1311, 1842, 1509, 1851]
brief-body: 2026-27ನೇ ಸಾಲಿಗೆ ಕರ್ನಾಟಕ ವಸತಿ ಶಿಕ್ಷಣ ಸಂಸ್ಥೆಗಳ ಸಂಘದ ವತಿಯಿಂದ ನಡೆಸಲಾಗುತ್ತಿರುವ ಮೊರಾರ್ಜಿ ದೇಸಾಯಿ/ಅಟಲ್ ಬಿಹಾರಿ ವಾಜಪೇಯಿ ವಸತಿ ಶಾಲೆ/ಕಾಲೇಜುಗಳ ಪ್ರಥಮ ಪಿಯುಸಿ ದಾಖಲಾತಿಗಾಗಿ ಪ್ರಸಕ್ತ 10ನೇ ತರಗತಿ ವಾರ್ಷಿಕ ಪರೀಕ್ಷೆ ಪಾಸಾದ ವಿದ್ಯಾರ್ಥಿಗಳಿಂದ ಆನ್ ಲೈನ್ ಮೂಲಕ ಅರ್ಜಿ ಆಹ್ವಾನಿಸಲಾಗಿದೆ. ಏಪ್ರಿಲ್ 29 ಅರ್ಜಿ ಸಲ್ಲಿಸಲು ಕೊನೆಯ ದಿನವಾಗಿದೆ. https://kreis.karnataka.gov.in ಈ ಲಿಂಕ್ ಮೂಲಕ ಅರ್ಜಿ ಸಲ್ಲಿಸಬಹುದಾಗಿದೆ. ಸರ್ಕಾರಿ ಶಾಲೆಗಳ ಮತ್ತು ಸರ್ಕಾರಿ ಅನುದಾನಿತ ಶಾಲೆಗಳ ವಿದ್ಯಾರ್ಥಿಗಳಿಗೆ ಒಟ್ಟಾರೆಯಾಗಿ ಪ್ರವೇಶದಲ್ಲಿ ಮೀಸಲಾತಿ ಕಲ್ಪಿಸಲಾಗಿದೆ ಎಂದು ಜಿಲ್ಲಾ ಸಮಾಜ ಕಲ್ಯಾಣ ಇಲಾಖೆ ಜಂಟಿ ನಿರ್ದೇಶಕರು ಪ್ರಕಟಣೆಯಲ್ಲಿ ತಿಳಿಸಿದ್ದಾರೆ. [45, 926, 307, 1118]
story-body: ಯಾವ ಗ್ರಾಮಗಳಲ್ಲೂ ಕುಡಿಯುವ ನೀರಿನ ಪೂರೈಕೆಯಲ್ಲಿ ಕೊರತೆಯಾಗದಂತೆ ಸಂಬಂಧಪಟ್ಟ ಅಧಿಕಾರಿಗಳು ತುರ್ತಾಗಿ ಕ್ರಮವಹಿಸಬೇಕು ಎಂದು ಜಿಲ್ಲಾ ಪಂಚಾಯತ್ ಮುಖ್ಯ ಕಾರ್ಯನಿರ್ವಾಹಕ ಅಧಿಕಾರಿ ರಾಹುಲ್ ಶಿಂಧೆ ಸೂಚನೆ ನೀಡಿದರು. ಮಂಗಳವಾರ ಜಿಲ್ಲಾ ಪಂಚಾಯತಿ ಸಭಾಂಗಣದಲ್ಲಿ ಕುಡಿಯುವ ನೀರು ಹಾಗೂ ಮೇವು ಪೂರೈಕೆ ಕುರಿತು ಜಿಲ್ಲಾ, ತಾಲೂಕು ಮಟ್ಟದ ಅಧಿಕಾರಿಗಳ ಜೊತೆ ಸಭೆ ನಡೆಸಿ ಮಾತನಾಡಿದರು. ನೀರಿನ ಕೊರತೆ ಉಂಟಾಗಬಹುದಾದ ಗ್ರಾಮಗಳನ್ನು ಮುಂಚಿತವಾಗಿ ಗುರುತಿಸಿ ಖಾಸಗಿ ಕೊಳವೆಬಾವಿಗಳನ್ನು ಬಾಡಿಗೆ ಪಡೆಯುವುದು ಹಾಗೂ ಟ್ಯಾಂಕರ್ ಮೂಲಕ ನೀರು ಪೂರೈಕೆ ಮಾಡಲು ಅಗತ್ಯ ಕ್ರಮ ಕೈಗೊಳ್ಳಬೇಕು. ಜನರಿಗೆ ನೀರಿನ ಬಳಕೆಯ ಕುರಿತು ಜಾಗೃತಿ ಮೂಡಿಸಬೇಕು ಎಂದು ನಿರ್ದೇಶನ ನೀಡಿದರು. ಜಾನುವಾರುಗಳಿಗೆ ಮೇವಿನ ಕೊರತೆಯಾಗದಂತೆ ಮುನ್ನೆಚ್ಚರಿಕೆ ವಹಿಸಬೇಕು. ಸಂಬಂಧಪಟ್ಟ ಇಲಾಖೆಗಳ ಅಧಿಕಾರಿಗಳು ಪರಸ್ಪರ ಸಮನ್ವಯದಿಂದ ಕಾರ್ಯನಿರ್ವಹಿಸಬೇಕು ಎಂದರು. ಗ್ರಾಮಗಳಲ್ಲಿ ಜಲಮೂಲಗಳ ನಿರ್ವಹಣೆ ಸಮರ್ಪಕವಾಗಿರಲಿ. [332, 677, 569, 941]
helpline-place: ಗೋಕಾಕ: [839, 815, 878, 829]
caption-sriramasene [1148, 1366, 1509, 1430]
photo-caption: ಜನರಲ್ಲಿ ಜಾಗೃತಿ ಮೂಡಿಸುವುದರ ಜೊತೆಗೆ ಭಕ್ತಿ ಭಾವ ಮೆರೆದರು. ಬಸವಣ್ಣನವರ ತತ್ವಗಳು ದೇಶಕ್ಕೆ ಮಾದರಿ. ವಿಶ್ವಕ್ಕೆ ಮಾರ್ಗದರ್ಶನ ನೀಡಿವೆ. ಅಸ್ಪೃಶ್ಯತೆ ನಿವಾರಣೆಗೆ ಶ್ರಮಿಸಿದ ಮಹಾನ್ ಪುರುಷ ಬಸವಣ್ಣನವರು ಎಂದರು. [281, 2190, 614, 2239]
header-city: ಹುಬ್ಬಳ್ಳಿ [64, 104, 95, 120]
student-photo [228, 629, 299, 725]
divider [326, 499, 1509, 500]
helpline-place: ಮೂಡಲಗಿ: [839, 940, 886, 954]
jeevana-body [781, 1912, 1012, 2341]
basava-col-1 [45, 1944, 275, 2341]
divider [326, 1183, 1509, 1185]
column-rule [774, 1858, 775, 2344]
brand-logo [1138, 45, 1445, 128]
page-number: ೧೩ [1202, 97, 1235, 128]
story-basava-headline [26, 1861, 767, 1932]
main-story-col-1 [332, 675, 569, 1174]
dateline: ಬೆಳಗಾವಿ: [45, 926, 80, 939]
masthead [0, 0, 1541, 147]
helpline-number: 9480854145/9900537972 [877, 1039, 1036, 1053]
helpline-row [839, 785, 1070, 810]
brief-title: ಅರ್ಜಿ ಆಹ್ವಾನ [128, 1518, 224, 1542]
basava-col-2 [623, 1944, 764, 2341]
banner-text: ರಾಷ್ಟ್ರೀಯ ಕಾಲುಬಾಯಿ ಲಸಿಕಾ ಕಾರ್ಯಕ್ರಮಕ್ಕೆ ಚಾಲನೆ [563, 1600, 747, 1637]
helpline-place: ಬೈಲಹೊಂಗಲ: [839, 765, 898, 779]
story-body: ವಿಶ್ವಗುರು ಬಸವಣ್ಣನವರ ಜಯಂತಿ ನಿಮಿತ್ತವಾಗಿ ಪಟ್ಟಣದ ಪ್ರಮುಖ ರಸ್ತೆಯಲ್ಲಿ ಬಸವಣ್ಣನವರ ಬೃಹತ್ ಭಾವಚಿತ್ರದ ಮೆರವಣಿಗೆಯು ವಿಜೃಂಭಣೆಯಿಂದ ನಡೆಯಿತು. ನಾಡಿನ ಮೂಲೆ ಮೂಲೆಗಳಿಂದ ಆಗಮಿಸಿದ್ದ ಭಕ್ತರು ಮೆರವಣಿಗೆಯಲ್ಲಿ ಪಾಲ್ಗೊಂಡಿದ್ದರು. ಮೆರವಣಿಗೆಯು ಪಟ್ಟಣದ ವಿವಿಧ ಬೀದಿಗಳಲ್ಲಿ ಸಂಚರಿಸಿತು. ಕಲಾ ತಂಡಗಳು, ಡೊಳ್ಳು ಕುಣಿತ, ಭಜನಾ ಮಂಡಳಿಗಳು ಮೆರವಣಿಗೆಗೆ ಮೆರಗು ತಂದವು. ಮಹಿಳೆಯರು ಕುಂಭ ಹೊತ್ತು ಮೆರವಣಿಗೆಯಲ್ಲಿ ಸಾಗಿದರು. [45, 1947, 275, 2085]
story-water-right [1093, 508, 1509, 1039]
column-rule [710, 147, 711, 493]
dateline: ಸಂಕೇಶ್ವರ: [45, 1947, 82, 1960]
helpline-row [839, 860, 1070, 885]
story-body: ಕಾರ್ಯಕ್ರಮದಲ್ಲಿ ಪಶು ವೈದ್ಯಾಧಿಕಾರಿಗಳು, ಅಧಿಕಾರಿಗಳು ಭಾಗವಹಿಸಿದ್ದರು. ರೋಗ ಲಕ್ಷಣ ಕಂಡುಬಂದಲ್ಲಿ ತಕ್ಷಣ ಪಶು ವೈದ್ಯರನ್ನು ಸಂಪರ್ಕಿಸಬೇಕು. ಲಸಿಕೆ ಕಾರ್ಯಕ್ರಮ ಯಶಸ್ವಿಗೊಳಿಸಲು ರೈತರು ಸಹಕರಿಸಬೇಕು ಎಂದು ಮನವಿ ಮಾಡಿದರು. ಡಾ. ಮಲ್ಲಿಕಾರ್ಜುನ, ಡಾ. ಮಹಾಂತೇಶ ಕಲ್ಲಿ, ಡಾ. ಮಹೇಶ ಮೆಟ್ಟಿ, ಡಾ. ವಿಠಲ ತಡಕೋಡ, ಡಾ. ವಿರುಪಾಕ್ಷ ಅಡ್ಡೀಗಾರ, ಡಾ. ಸಂಜೀವ ಗೋನವಾಡ ಸೇರಿದಂತೆ ಪಶು ಇಲಾಖೆ ಸಿಬ್ಬಂದಿ ಹಾಗೂ ರೈತರು ಉಪಸ್ಥಿತರಿದ್ದರು. ತಾಲೂಕಿನ ಎಲ್ಲಾ ಗ್ರಾಮಗಳಲ್ಲಿ ಲಸಿಕಾ ಅಭಿಯಾನ ನಡೆಯಲಿದೆ. [555, 1227, 767, 1383]
registration-mark [42, 26, 54, 37]
brief-body: ತಾಲೂಕಿನ ಬಸನಾಳಗಡ್ಡೆ ಗ್ರಾಮದ ಸರ್ಕಾರಿ ಪ್ರೌಢಶಾಲೆಗೆ ಎಸ್ ಎಸ್ ಎಲ್ ಸಿ ಪರೀಕ್ಷೆಯಲ್ಲಿ ಶೇ. 100ರಷ್ಟು ಫಲಿತಾಂಶ ಬಂದಿದೆ. 33 ವಿದ್ಯಾರ್ಥಿಗಳ ಪೈಕಿ 10 ಉನ್ನತ ಶ್ರೇಣಿ, 11 ಪ್ರಥಮ ಶ್ರೇಣಿ, 5 ದ್ವಿತೀಯ ದರ್ಜೆ, 7 ವಿದ್ಯಾರ್ಥಿಗಳು ತೃತೀಯ ಶ್ರೇಣಿಯಲ್ಲಿ ಉತ್ತೀರ್ಣರಾಗಿದ್ದಾರೆ. ವಿದ್ಯಾ ವಡೆಗೆ ಶೇ. 96.80, ನೈಜಾ ಮಾಜಾಲೆ ಶೇ.95.84, ಶ್ರೇಯ ಪಾಟೀಲ ಶೇ. 92.16 ಅಂಕಗಳನ್ನು ಪಡೆದುಕೊಂಡಿದ್ದಾರೆ. [45, 732, 307, 835]
brief-arji-1 [45, 227, 307, 560]
photo-savadatti-meeting [1196, 1043, 1509, 1177]
